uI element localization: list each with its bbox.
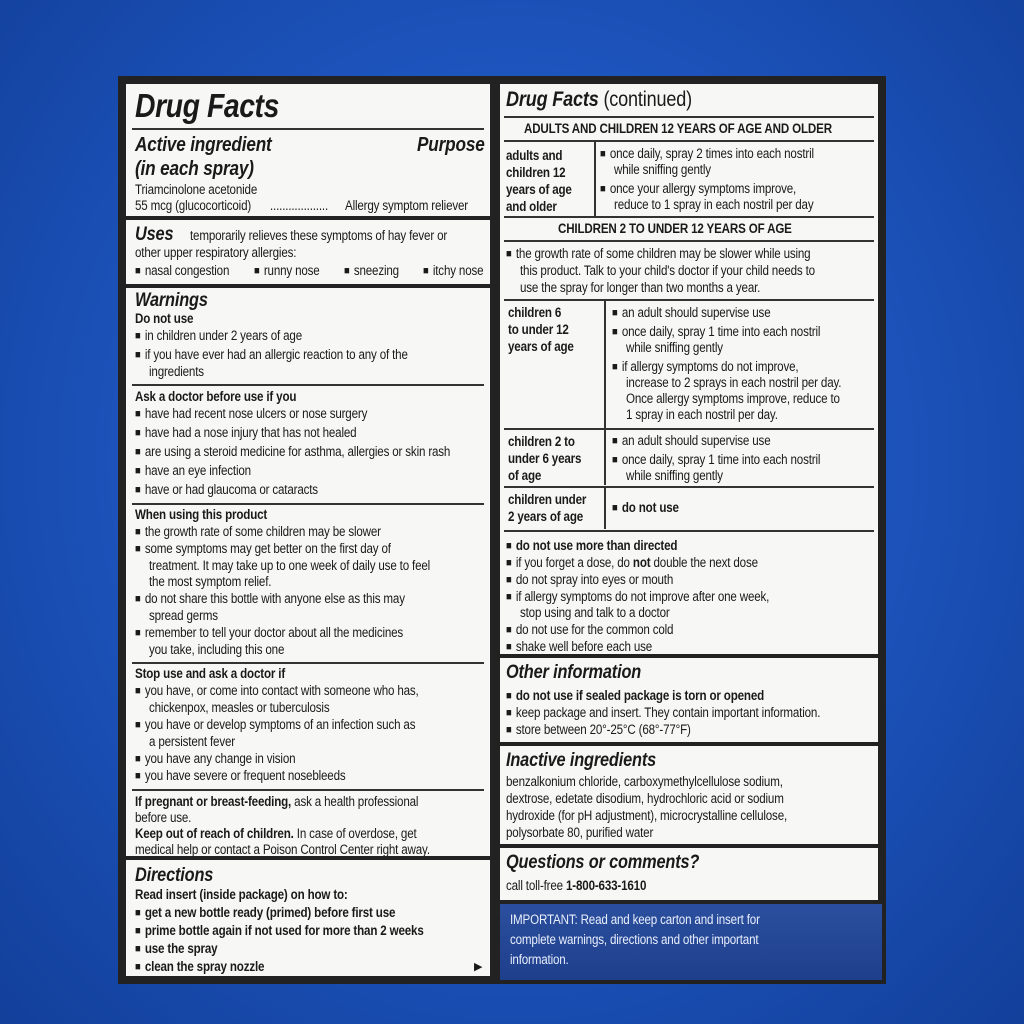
important-notice xyxy=(500,904,882,980)
right-column xyxy=(498,80,882,980)
important-text: information. xyxy=(510,952,569,967)
warning-item-cont: a persistent fever xyxy=(149,734,235,749)
dosage-item: ■ if allergy symptoms do not improve, xyxy=(612,359,798,376)
warnings-panel xyxy=(126,288,490,856)
dosage-item: ■ the growth rate of some children may be slower while using xyxy=(506,246,810,263)
general-item: ■ shake well before each use xyxy=(506,639,652,654)
warning-item: ■ you have any change in vision xyxy=(135,751,295,768)
dosage-item: ■ once daily, spray 1 time into each nostril xyxy=(612,452,820,469)
purpose-label: Purpose xyxy=(417,134,485,156)
directions-panel xyxy=(126,860,490,976)
uses-heading: Uses xyxy=(135,224,174,245)
dosage-item: ■ an adult should supervise use xyxy=(612,433,770,450)
ingredient-purpose: Allergy symptom reliever xyxy=(345,198,468,213)
general-item: ■ if you forget a dose, do not double the next dose xyxy=(506,555,758,572)
warning-item: ■ you have or develop symptoms of an infection such as xyxy=(135,717,415,734)
important-text: complete warnings, directions and other important xyxy=(510,932,759,947)
questions-heading: Questions or comments? xyxy=(506,852,700,873)
dosage-item: ■ once your allergy symptoms improve, xyxy=(600,181,796,198)
direction-item: ■ use the spray xyxy=(135,941,217,958)
inactive-ingredients-heading: Inactive ingredients xyxy=(506,750,657,771)
age-label: children 2 to xyxy=(508,434,575,449)
warning-item: ■ are using a steroid medicine for asthma, allergies or skin rash xyxy=(135,444,450,461)
warning-item: ■ you have severe or frequent nosebleeds xyxy=(135,768,345,785)
divider xyxy=(594,141,596,216)
uses-text: other upper respiratory allergies: xyxy=(135,245,297,260)
warning-item-cont: ingredients xyxy=(149,364,204,379)
direction-item: ■ get a new bottle ready (primed) before first use xyxy=(135,905,395,922)
divider xyxy=(132,503,484,505)
stop-use-heading: Stop use and ask a doctor if xyxy=(135,666,286,681)
uses-item: ■ nasal congestion xyxy=(135,263,229,280)
warning-item-cont: you take, including this one xyxy=(149,642,285,657)
active-ingredient-panel xyxy=(126,84,490,216)
warning-item: ■ have had a nose injury that has not healed xyxy=(135,425,356,442)
dosage-item-cont: while sniffing gently xyxy=(626,468,723,483)
dosage-item-cont: reduce to 1 spray in each nostril per day xyxy=(614,197,814,212)
ingredient-strength: 55 mcg (glucocorticoid) xyxy=(135,198,252,213)
keep-out-text: Keep out of reach of children. In case of overdose, get xyxy=(135,826,417,841)
uses-item: ■ sneezing xyxy=(344,263,399,280)
divider xyxy=(132,789,484,791)
warning-item: ■ have or had glaucoma or cataracts xyxy=(135,482,318,499)
warning-item: ■ have had recent nose ulcers or nose surgery xyxy=(135,406,367,423)
other-information-heading: Other information xyxy=(506,662,642,683)
keep-out-text: medical help or contact a Poison Control Center right away. xyxy=(135,842,430,856)
age-label: of age xyxy=(508,468,542,483)
general-item: ■ do not use more than directed xyxy=(506,538,677,555)
divider xyxy=(504,216,874,218)
call-text: call toll-free 1-800-633-1610 xyxy=(506,878,647,893)
inactive-text: polysorbate 80, purified water xyxy=(506,825,654,840)
divider xyxy=(504,299,874,301)
adults-header: ADULTS AND CHILDREN 12 YEARS OF AGE AND OLDER xyxy=(524,121,832,136)
divider xyxy=(604,429,606,485)
warnings-heading: Warnings xyxy=(135,290,208,311)
dosage-item: ■ an adult should supervise use xyxy=(612,305,770,322)
pregnant-text: before use. xyxy=(135,810,192,825)
uses-item: ■ itchy nose xyxy=(423,263,483,280)
left-column xyxy=(122,80,494,980)
divider xyxy=(604,487,606,529)
dosage-item: ■ once daily, spray 2 times into each nostril xyxy=(600,146,814,163)
divider xyxy=(504,240,874,242)
warning-item: ■ you have, or come into contact with someone who has, xyxy=(135,683,419,700)
other-item: ■ store between 20°-25°C (68°-77°F) xyxy=(506,722,691,739)
uses-item: ■ runny nose xyxy=(254,263,320,280)
other-item: ■ do not use if sealed package is torn or opened xyxy=(506,688,764,705)
uses-text: temporarily relieves these symptoms of hay fever or xyxy=(190,228,448,243)
divider xyxy=(132,128,484,130)
inactive-text: hydroxide (for pH adjustment), microcrystalline cellulose, xyxy=(506,808,788,823)
general-item: ■ do not use for the common cold xyxy=(506,622,673,639)
age-label: and older xyxy=(506,199,557,214)
dosage-item-cont: increase to 2 sprays in each nostril per day. xyxy=(626,375,842,390)
inactive-ingredients-panel xyxy=(500,746,878,844)
dosage-item-cont: this product. Talk to your child's doctor if your child needs to xyxy=(520,263,815,278)
warning-item-cont: the most symptom relief. xyxy=(149,574,272,589)
inactive-text: benzalkonium chloride, carboxymethylcellulose sodium, xyxy=(506,774,783,789)
ask-doctor-heading: Ask a doctor before use if you xyxy=(135,389,297,404)
other-item: ■ keep package and insert. They contain important information. xyxy=(506,705,820,722)
direction-item: ■ clean the spray nozzle xyxy=(135,959,264,976)
age-label: 2 years of age xyxy=(508,509,584,524)
age-label: under 6 years xyxy=(508,451,582,466)
active-ingredient-label: Active ingredient xyxy=(135,134,272,156)
questions-panel xyxy=(500,848,878,900)
age-label: children 6 xyxy=(508,305,562,320)
warning-item: ■ if you have ever had an allergic reaction to any of the xyxy=(135,347,408,364)
dosage-panel xyxy=(500,84,878,654)
warning-item-cont: treatment. It may take up to one week of daily use to feel xyxy=(149,558,431,573)
divider xyxy=(504,486,874,488)
divider xyxy=(504,116,874,118)
age-label: children 12 xyxy=(506,165,566,180)
divider xyxy=(504,530,874,532)
continued-title: Drug Facts (continued) xyxy=(506,88,692,111)
general-item: ■ do not spray into eyes or mouth xyxy=(506,572,673,589)
children-header: CHILDREN 2 TO UNDER 12 YEARS OF AGE xyxy=(558,221,792,236)
age-label: years of age xyxy=(508,339,574,354)
dosage-item: ■ once daily, spray 1 time into each nostril xyxy=(612,324,820,341)
warning-item: ■ some symptoms may get better on the first day of xyxy=(135,541,391,558)
important-text: IMPORTANT: Read and keep carton and insert for xyxy=(510,912,760,927)
directions-heading: Directions xyxy=(135,865,214,886)
dosage-item-cont: use the spray for longer than two months a year. xyxy=(520,280,761,295)
divider xyxy=(132,384,484,386)
dosage-item-cont: while sniffing gently xyxy=(626,340,723,355)
warning-item-cont: chickenpox, measles or tuberculosis xyxy=(149,700,330,715)
read-insert-text: Read insert (inside package) on how to: xyxy=(135,887,348,902)
divider xyxy=(504,428,874,430)
warning-item: ■ the growth rate of some children may be slower xyxy=(135,524,381,541)
warning-item: ■ remember to tell your doctor about all the medicines xyxy=(135,625,403,642)
uses-panel xyxy=(126,220,490,284)
direction-item: ■ prime bottle again if not used for more than 2 weeks xyxy=(135,923,424,940)
other-information-panel xyxy=(500,658,878,742)
warning-item: ■ in children under 2 years of age xyxy=(135,328,302,345)
age-label: years of age xyxy=(506,182,572,197)
age-label: to under 12 xyxy=(508,322,569,337)
do-not-use-heading: Do not use xyxy=(135,311,194,326)
drug-facts-label xyxy=(118,76,886,984)
in-each-spray-label: (in each spray) xyxy=(135,158,254,180)
inactive-text: dextrose, edetate disodium, hydrochloric acid or sodium xyxy=(506,791,784,806)
dosage-item-cont: while sniffing gently xyxy=(614,162,711,177)
dosage-item: ■ do not use xyxy=(612,500,679,517)
warning-item-cont: spread germs xyxy=(149,608,218,623)
page-title: Drug Facts xyxy=(135,87,279,124)
dosage-item-cont: 1 spray in each nostril per day. xyxy=(626,407,778,422)
ingredient-name: Triamcinolone acetonide xyxy=(135,182,258,197)
warning-item: ■ have an eye infection xyxy=(135,463,251,480)
general-item: ■ if allergy symptoms do not improve after one week, xyxy=(506,589,769,606)
age-label: children under xyxy=(508,492,587,507)
ingredient-dots: ................... xyxy=(270,198,329,213)
divider xyxy=(132,662,484,664)
age-label: adults and xyxy=(506,148,563,163)
divider xyxy=(604,300,606,428)
when-using-heading: When using this product xyxy=(135,507,268,522)
continue-arrow-icon: ▶ xyxy=(474,961,483,973)
divider xyxy=(504,140,874,142)
pregnant-text: If pregnant or breast-feeding, ask a health professional xyxy=(135,794,419,809)
general-item-cont: stop using and talk to a doctor xyxy=(520,605,670,620)
warning-item: ■ do not share this bottle with anyone else as this may xyxy=(135,591,405,608)
dosage-item-cont: Once allergy symptoms improve, reduce to xyxy=(626,391,840,406)
